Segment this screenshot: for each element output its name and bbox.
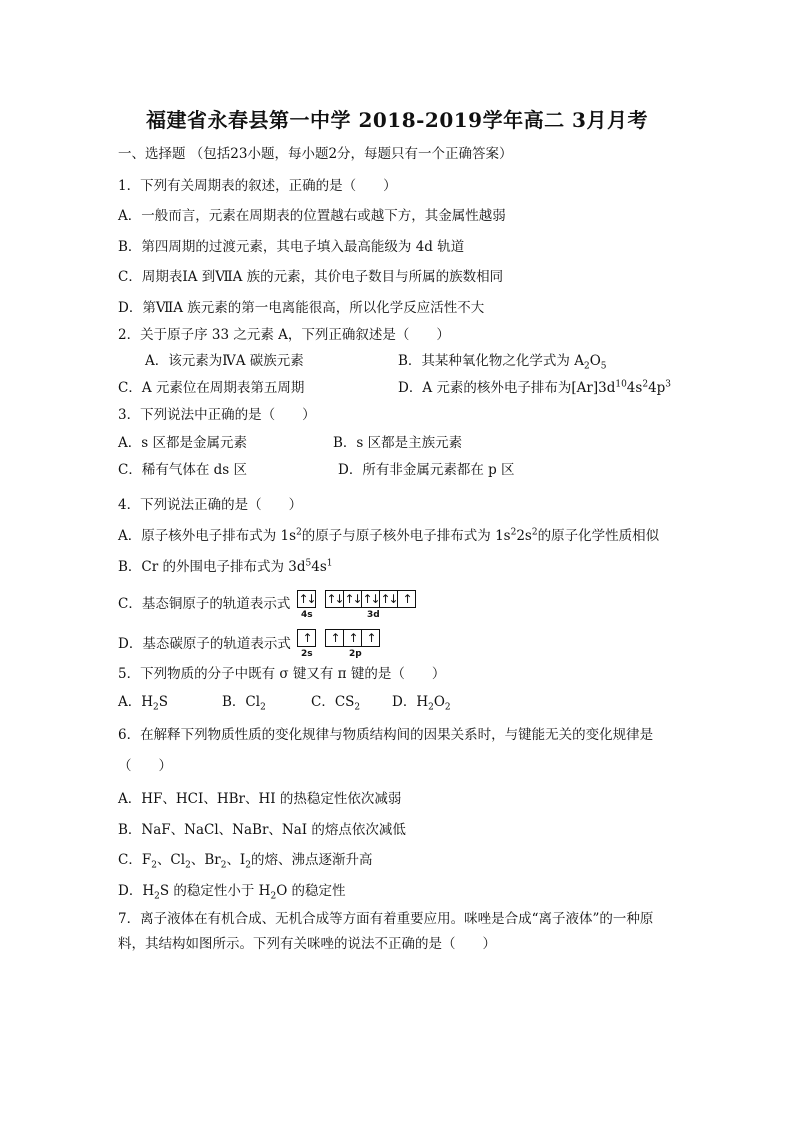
orbital-box-3d: ↑↓ [380, 592, 397, 606]
orbital-box-2p: ↑ [343, 629, 362, 647]
q3-stem: 3．下列说法中正确的是（ ） [118, 407, 316, 423]
q6-answer-paren: （ ） [118, 758, 172, 774]
q5-option-a: A．$H_2S$ [118, 694, 169, 713]
q1-stem: 1．下列有关周期表的叙述，正确的是（ ） [118, 178, 397, 194]
q2-option-b: B．其某种氧化物之化学式为 $A_2O_5$ [398, 353, 607, 372]
q6-option-a: A．HF、HCI、HBr、HI 的热稳定性依次减弱 [118, 791, 402, 807]
q6-option-b: B．NaF、NaCl、NaBr、NaI 的熔点依次减低 [118, 822, 406, 838]
q6-stem: 6．在解释下列物质性质的变化规律与物质结构间的因果关系时，与键能无关的变化规律是 [118, 727, 654, 743]
q1-option-d: D．第ⅦA 族元素的第一电离能很高，所以化学反应活性不大 [118, 300, 485, 316]
q5-stem: 5．下列物质的分子中既有 σ 键又有 π 键的是（ ） [118, 666, 446, 682]
q4-option-a: A．原子核外电子排布式为 $1s^2$的原子与原子核外电子排布式为 $1s^22s^2$的原子化学性质相似 [118, 527, 660, 544]
orbital-box-2p: ↑ [325, 629, 344, 647]
orbital-box-4s: ↑↓ [298, 592, 315, 606]
orbital-label-2s: 2s [301, 649, 313, 659]
orbital-box-2p: ↑ [361, 629, 380, 647]
orbital-label-2p: 2p [349, 649, 362, 659]
q1-option-a: A．一般而言，元素在周期表的位置越右或越下方，其金属性越弱 [118, 208, 506, 224]
q1-option-b: B．第四周期的过渡元素，其电子填入最高能级为 4d 轨道 [118, 239, 465, 255]
q4-stem: 4．下列说法正确的是（ ） [118, 497, 303, 513]
q5-option-b: B．$Cl_2$ [222, 694, 266, 713]
orbital-box-3d: ↑↓ [362, 592, 379, 606]
q2-option-a: A．该元素为ⅣA 碳族元素 [145, 353, 304, 369]
orbital-label-3d: 3d [367, 610, 380, 620]
q5-option-d: D．$H_2O_2$ [392, 694, 451, 713]
q4-option-b: B．Cr 的外围电子排布式为 $3d^54s^1$ [118, 558, 333, 575]
orbital-box-3d: ↑↓ [326, 592, 343, 606]
orbital-box-3d: ↑↓ [344, 592, 361, 606]
q2-option-c: C．A 元素位在周期表第五周期 [118, 380, 305, 396]
q3-option-a: A．s 区都是金属元素 [118, 435, 247, 451]
q2-stem: 2．关于原子序 33 之元素 A，下列正确叙述是（ ） [118, 327, 450, 343]
page-title: 福建省永春县第一中学 2018-2019学年高二 3月月考 [146, 108, 648, 132]
q7-stem-line1: 7．离子液体在有机合成、无机合成等方面有着重要应用。咪唑是合成“离子液体”的一种原 [118, 911, 654, 927]
section-heading: 一、选择题 （包括23小题，每小题2分，每题只有一个正确答案） [118, 146, 513, 162]
q6-option-d: D．$H_2S$ 的稳定性小于 $H_2O$ 的稳定性 [118, 883, 346, 902]
q4-option-d: D．基态碳原子的轨道表示式 [118, 636, 291, 652]
q6-option-c: C．$F_2$、$Cl_2$、$Br_2$、$I_2$的熔、沸点逐渐升高 [118, 852, 373, 871]
orbital-box-3d: ↑ [397, 590, 416, 608]
q3-option-c: C．稀有气体在 ds 区 [118, 462, 247, 478]
q5-option-c: C．$CS_2$ [311, 694, 361, 713]
q3-option-b: B．s 区都是主族元素 [333, 435, 463, 451]
q2-option-d: D．A 元素的核外电子排布为$[Ar]3d^{10}4s^24p^3$ [398, 379, 672, 396]
q3-option-d: D．所有非金属元素都在 p 区 [338, 462, 515, 478]
q7-stem-line2: 料，其结构如图所示。下列有关咪唑的说法不正确的是（ ） [118, 936, 496, 952]
orbital-box-2s: ↑ [297, 629, 316, 647]
q1-option-c: C．周期表ⅠA 到ⅦA 族的元素，其价电子数目与所属的族数相同 [118, 269, 504, 285]
orbital-label-4s: 4s [301, 610, 313, 620]
q4-option-c: C．基态铜原子的轨道表示式 [118, 596, 291, 612]
